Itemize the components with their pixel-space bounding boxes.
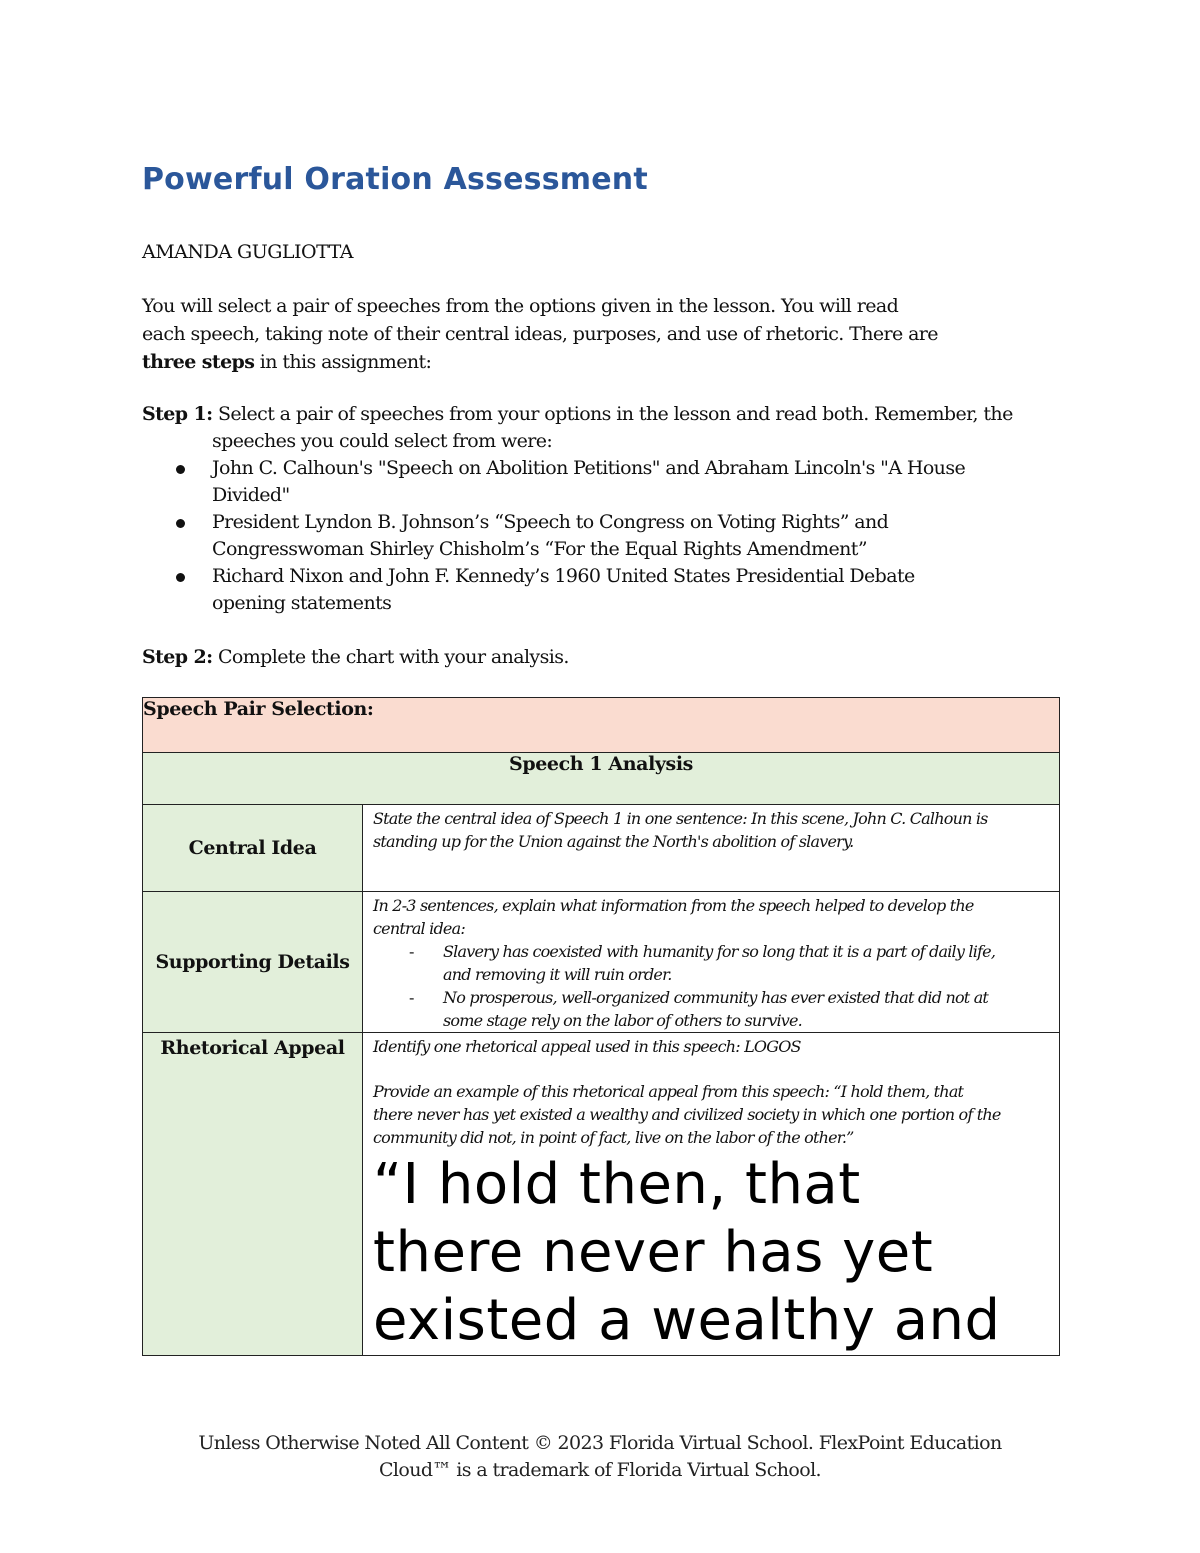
page-title: Powerful Oration Assessment	[142, 162, 648, 197]
bullet-icon	[176, 573, 185, 582]
list-item-line: John C. Calhoun's "Speech on Abolition Petitions" and Abraham Lincoln's "A House	[212, 457, 966, 479]
central-idea-cell[interactable]	[363, 805, 1060, 892]
rhetorical-appeal-cell[interactable]	[363, 1033, 1060, 1356]
list-item-line: Slavery has coexisted with humanity for so long that it is a part of daily life,	[443, 942, 996, 961]
list-item-line: Divided"	[212, 484, 290, 506]
central-idea-text: standing up for the Union against the North's abolition of slavery.	[373, 832, 854, 851]
list-item-line: President Lyndon B. Johnson’s “Speech to Congress on Voting Rights” and	[212, 511, 889, 533]
list-item-line: Richard Nixon and John F. Kennedy’s 1960 United States Presidential Debate	[212, 565, 915, 587]
speech-options-list	[142, 455, 1062, 617]
author-name: AMANDA GUGLIOTTA	[142, 241, 353, 263]
intro-bold-text: three steps	[142, 351, 255, 373]
rhetorical-appeal-identify: Identify one rhetorical appeal used in this speech: LOGOS	[373, 1037, 801, 1056]
rhetorical-appeal-example: there never has yet existed a wealthy and civilized society in which one portion of the	[373, 1105, 1001, 1124]
large-quote-line: “I hold then, that	[373, 1152, 861, 1217]
list-item-line: Congresswoman Shirley Chisholm’s “For the Equal Rights Amendment”	[212, 538, 867, 560]
list-item-line: No prosperous, well-organized community has ever existed that did not at	[443, 988, 989, 1007]
bullet-icon	[176, 465, 185, 474]
rhetorical-appeal-example: Provide an example of this rhetorical appeal from this speech: “I hold them, that	[373, 1082, 964, 1101]
rhetorical-appeal-label: Rhetorical Appeal	[143, 1033, 363, 1356]
page-footer	[0, 1430, 1200, 1484]
supporting-details-label: Supporting Details	[143, 892, 363, 1033]
step-1-text: Select a pair of speeches from your options in the lesson and read both. Remember, the	[212, 403, 1013, 425]
central-idea-label: Central Idea	[143, 805, 363, 892]
analysis-table	[142, 697, 1060, 1356]
central-idea-text: State the central idea of Speech 1 in one sentence: In this scene, John C. Calhoun is	[373, 809, 988, 828]
step-2-label: Step 2:	[142, 646, 213, 668]
step-2-section	[142, 646, 569, 668]
table-row	[143, 1033, 1060, 1356]
large-quote-text	[373, 1151, 1051, 1351]
list-item	[212, 563, 1062, 617]
step-1-label: Step 1:	[142, 403, 213, 425]
table-row	[143, 892, 1060, 1033]
bullet-icon	[176, 519, 185, 528]
intro-line-rest: in this assignment:	[254, 351, 432, 373]
large-quote-line: there never has yet	[373, 1220, 934, 1285]
step-1-line: speeches you could select from were:	[212, 430, 553, 452]
footer-line: Unless Otherwise Noted All Content © 2023 Florida Virtual School. FlexPoint Education	[198, 1432, 1002, 1454]
dash-bullet: -	[409, 942, 414, 961]
step-2-text: Complete the chart with your analysis.	[212, 646, 569, 668]
table-row	[143, 753, 1060, 805]
list-item	[212, 455, 1062, 509]
table-row	[143, 698, 1060, 753]
list-item	[373, 986, 1051, 1032]
supporting-details-cell[interactable]	[363, 892, 1060, 1033]
list-item	[212, 509, 1062, 563]
list-item	[373, 940, 1051, 986]
supporting-details-prompt: central idea:	[373, 919, 465, 938]
intro-paragraph	[142, 292, 1042, 376]
intro-line	[142, 348, 1042, 376]
rhetorical-appeal-example: community did not, in point of fact, live on the labor of the other.”	[373, 1128, 854, 1147]
footer-line: Cloud™ is a trademark of Florida Virtual School.	[378, 1459, 821, 1481]
step-1-section	[142, 401, 1062, 617]
speech-pair-selection-cell[interactable]: Speech Pair Selection:	[143, 698, 1060, 753]
dash-bullet: -	[409, 988, 414, 1007]
supporting-details-prompt: In 2-3 sentences, explain what information from the speech helped to develop the	[373, 896, 974, 915]
large-quote-line: existed a wealthy and	[373, 1288, 1001, 1351]
intro-line: each speech, taking note of their central ideas, purposes, and use of rhetoric. There are	[142, 323, 938, 345]
table-row	[143, 805, 1060, 892]
list-item-line: and removing it will ruin order.	[443, 965, 672, 984]
list-item-line: opening statements	[212, 592, 392, 614]
list-item-line: some stage rely on the labor of others to survive.	[443, 1011, 802, 1030]
speech-1-header: Speech 1 Analysis	[143, 753, 1060, 805]
supporting-details-list	[373, 940, 1051, 1032]
step-1-line	[142, 401, 1062, 428]
intro-line: You will select a pair of speeches from the options given in the lesson. You will read	[142, 295, 899, 317]
